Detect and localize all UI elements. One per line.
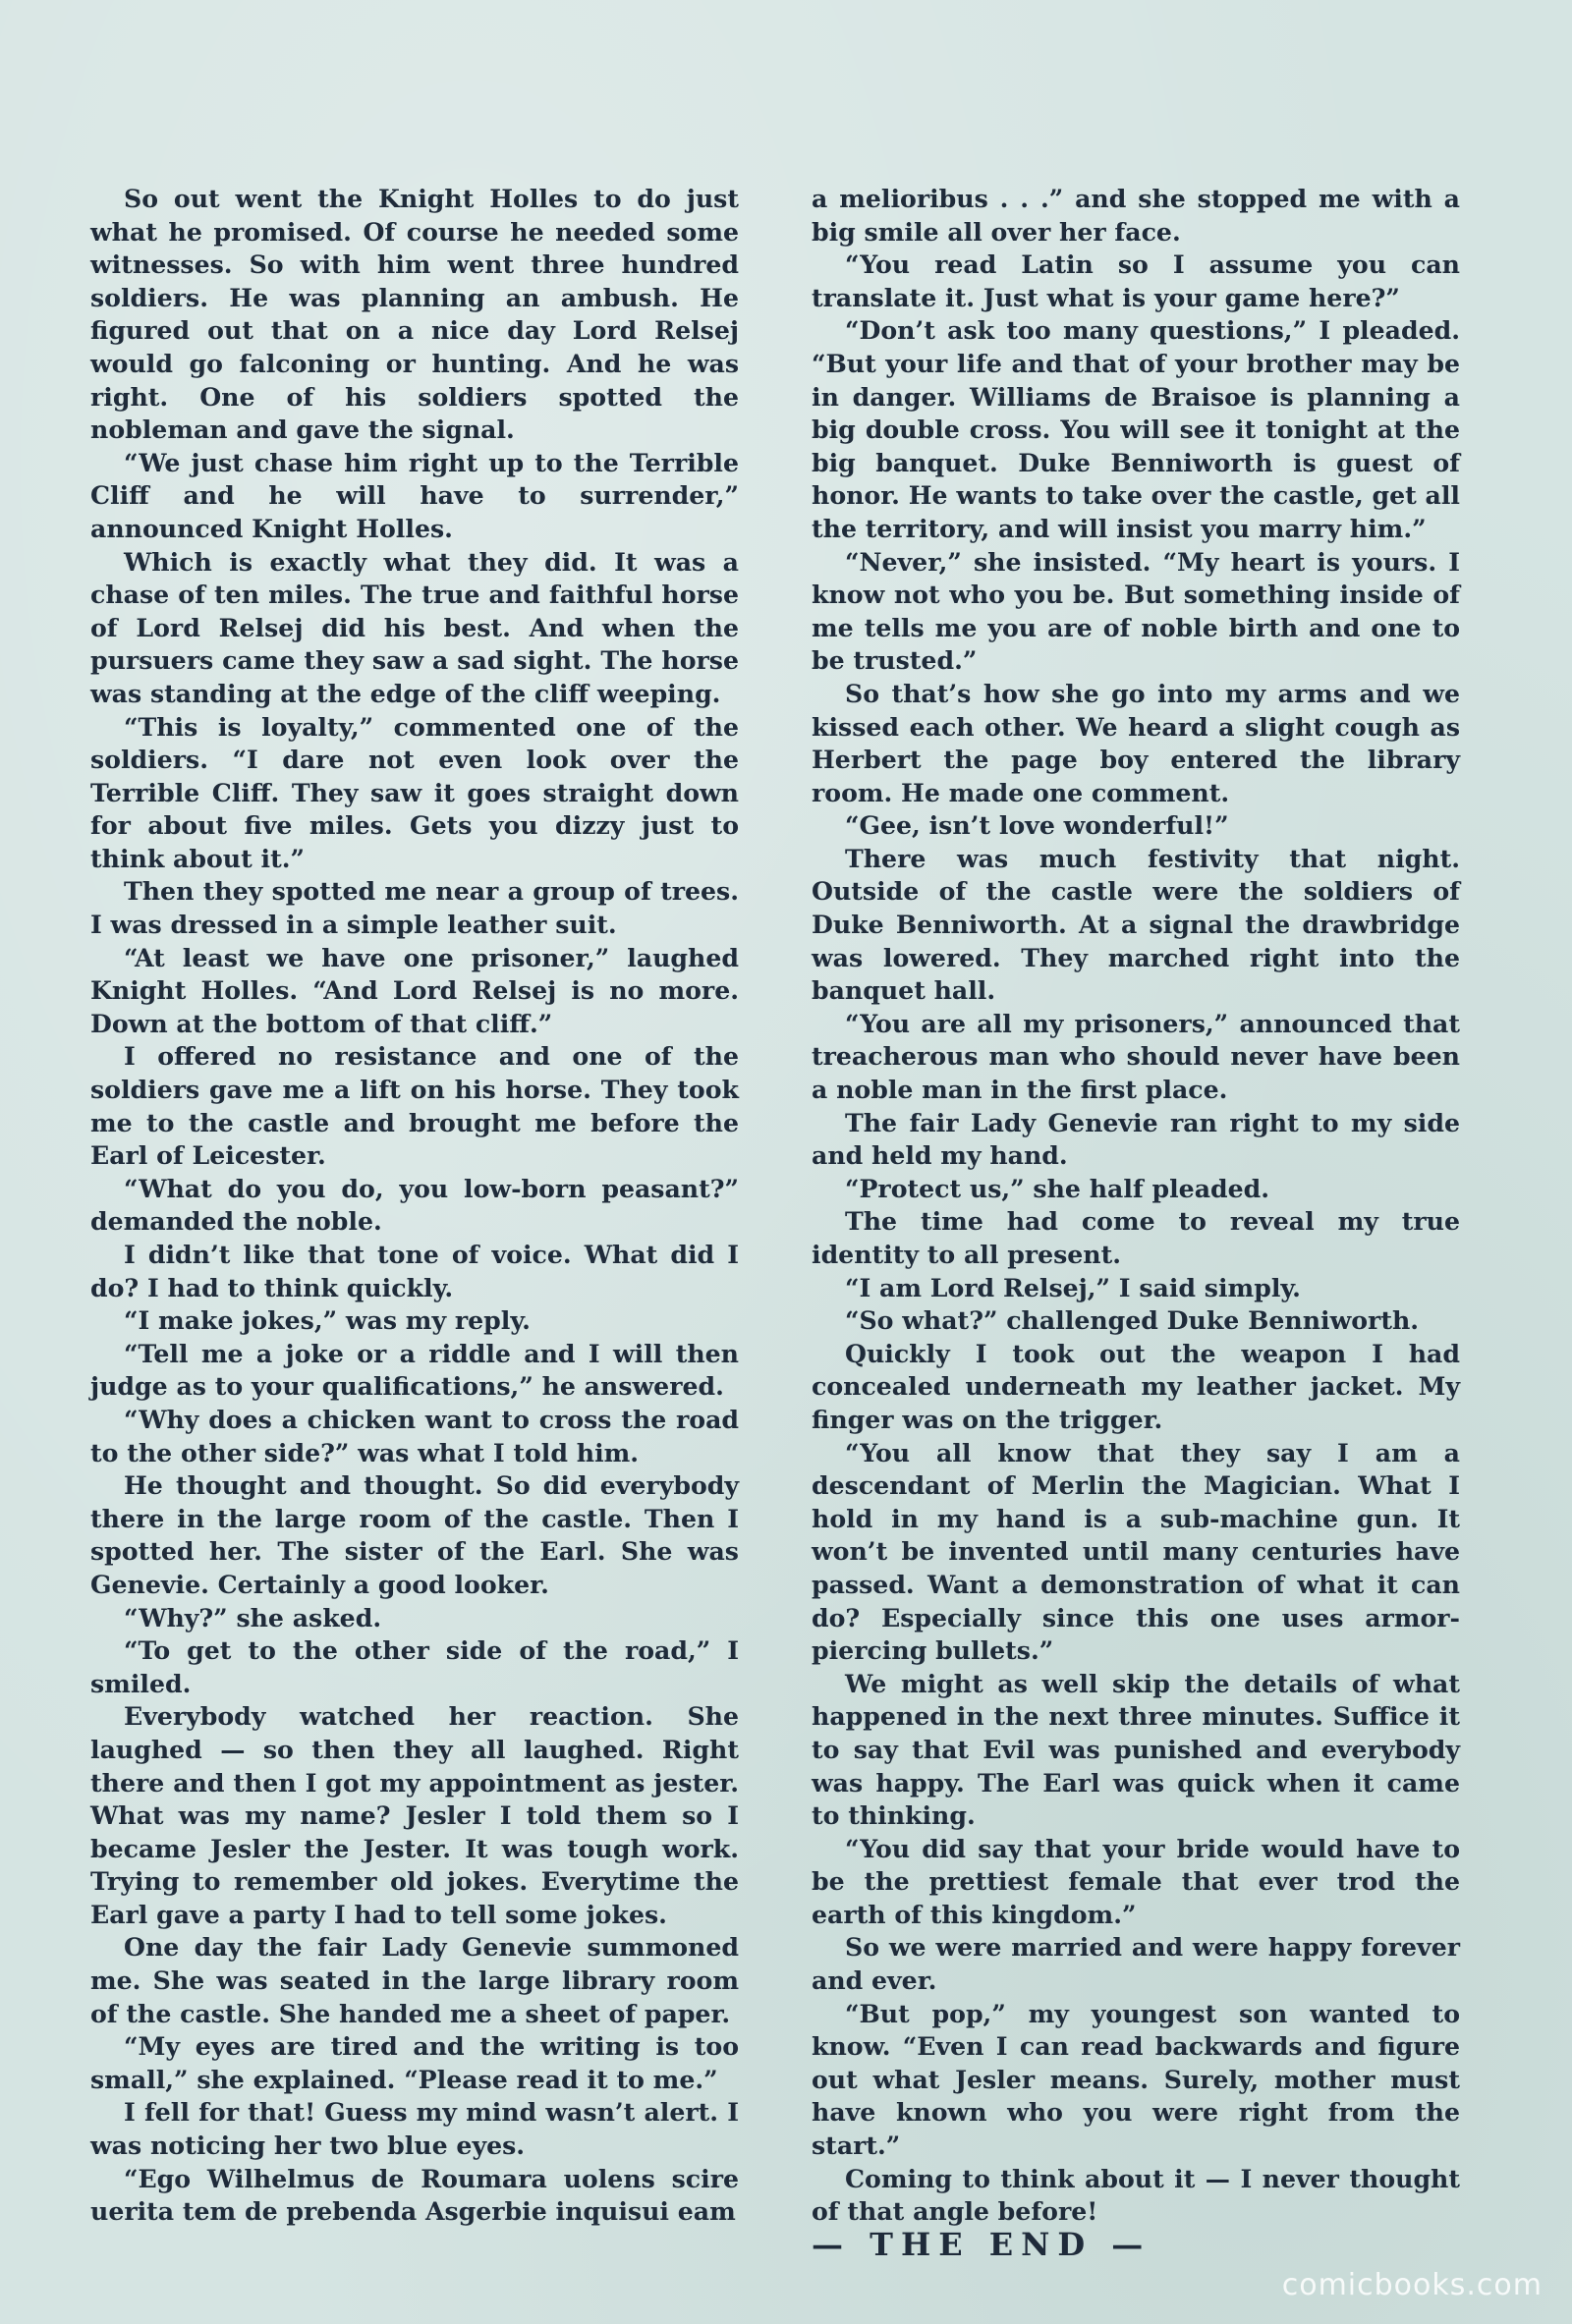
paragraph: “What do you do, you low-born peasant?” demanded the noble.: [90, 1173, 739, 1237]
right-text-column: [812, 183, 1460, 2261]
paragraph: The fair Lady Genevie ran right to my side and held my hand.: [812, 1107, 1460, 1171]
paragraph: Coming to think about it — I never thought of that angle before!: [812, 2163, 1460, 2227]
site-watermark: comicbooks.com: [1281, 2268, 1543, 2302]
paragraph: We might as well skip the details of what happened in the next three minutes. Suffice it to say that Evil was punished and everybody was happy. The Earl was quick when it came to thinking.: [812, 1668, 1460, 1831]
paragraph: “This is loyalty,” commented one of the soldiers. “I dare not even look over the Terrible Cliff. They saw it goes straight down for about five miles. Gets you dizzy just to think about it.”: [90, 711, 739, 873]
paragraph: I fell for that! Guess my mind wasn’t alert. I was noticing her two blue eyes.: [90, 2097, 739, 2161]
paragraph: “I make jokes,” was my reply.: [124, 1305, 531, 1336]
paragraph: There was much festivity that night. Outside of the castle were the soldiers of Duke Benniworth. At a signal the drawbridge was lowered. They marched right into the banquet hall.: [812, 843, 1460, 1006]
paragraph: “Protect us,” she half pleaded.: [845, 1173, 1270, 1203]
paragraph: “We just chase him right up to the Terrible Cliff and he will have to surrender,” announced Knight Holles.: [90, 447, 739, 543]
left-text-column: [90, 183, 739, 2229]
paragraph: “I am Lord Relsej,” I said simply.: [845, 1272, 1301, 1302]
paragraph: One day the fair Lady Genevie summoned me. She was seated in the large library room of the castle. She handed me a sheet of paper.: [90, 1932, 739, 2028]
paragraph: So that’s how she go into my arms and we kissed each other. We heard a slight cough as Herbert the page boy entered the library room. He made one comment.: [812, 678, 1460, 807]
paragraph: a melioribus . . .” and she stopped me with a big smile all over her face.: [812, 184, 1460, 247]
paragraph: The time had come to reveal my true identity to all present.: [812, 1206, 1460, 1269]
paragraph: “Gee, isn’t love wonderful!”: [845, 810, 1229, 841]
paragraph: “You are all my prisoners,” announced that treacherous man who should never have been a noble man in the first place.: [812, 1008, 1460, 1105]
paragraph: “Don’t ask too many questions,” I pleaded. “But your life and that of your brother may be in danger. Williams de Braisoe is planning a big double cross. You will see it tonight at the big banquet. Duke Benniworth is guest of honor. He wants to take over the castle, get all the territory, and will insist you marry him.”: [812, 315, 1460, 543]
paragraph: “My eyes are tired and the writing is too small,” she explained. “Please read it to me.”: [90, 2031, 739, 2094]
paragraph: So out went the Knight Holles to do just what he promised. Of course he needed some witnesses. So with him went three hundred soldiers. He was planning an ambush. He figured out that on a nice day Lord Relsej would go falconing or hunting. And he was right. One of his soldiers spotted the nobleman and gave the signal.: [90, 184, 739, 445]
paragraph: So we were married and were happy forever and ever.: [812, 1932, 1460, 1996]
paragraph: “Never,” she insisted. “My heart is yours. I know not who you be. But something inside of me tells me you are of noble birth and one to be trusted.”: [812, 546, 1460, 676]
paragraph: Quickly I took out the weapon I had concealed underneath my leather jacket. My finger was on the trigger.: [812, 1338, 1460, 1434]
paragraph: “Why?” she asked.: [124, 1602, 382, 1632]
paragraph: “Tell me a joke or a riddle and I will then judge as to your qualifications,” he answered.: [90, 1338, 739, 1402]
paragraph: “To get to the other side of the road,” I smiled.: [90, 1635, 739, 1698]
paragraph: “Ego Wilhelmus de Roumara uolens scire uerita tem de prebenda Asgerbie inquisui eam: [90, 2163, 739, 2227]
paragraph: “At least we have one prisoner,” laughed Knight Holles. “And Lord Relsej is no more. Down at the bottom of that cliff.”: [90, 942, 739, 1038]
paragraph: Everybody watched her reaction. She laughed — so then they all laughed. Right there and then I got my appointment as jester. What was my name? Jesler I told them so I became Jesler the Jester. It was tough work. Trying to remember old jokes. Everytime the Earl gave a party I had to tell some jokes.: [90, 1701, 739, 1929]
paragraph: “Why does a chicken want to cross the road to the other side?” was what I told him.: [90, 1404, 739, 1467]
paragraph: I offered no resistance and one of the soldiers gave me a lift on his horse. They took me to the castle and brought me before the Earl of Leicester.: [90, 1041, 739, 1171]
paragraph: “You did say that your bride would have to be the prettiest female that ever trod the earth of this kingdom.”: [812, 1833, 1460, 1929]
paragraph: “But pop,” my youngest son wanted to know. “Even I can read backwards and figure out what Jesler means. Surely, mother must have known who you were right from the start.”: [812, 1998, 1460, 2161]
paragraph: “You all know that they say I am a descendant of Merlin the Magician. What I hold in my hand is a sub-machine gun. It won’t be invented until many centuries have passed. Want a demonstration of what it can do? Especially since this one uses armor-piercing bullets.”: [812, 1437, 1460, 1666]
the-end-label: — THE END —: [812, 2225, 1151, 2263]
paragraph: I didn’t like that tone of voice. What did I do? I had to think quickly.: [90, 1240, 739, 1302]
paragraph: “So what?” challenged Duke Benniworth.: [845, 1305, 1420, 1336]
paragraph: “You read Latin so I assume you can translate it. Just what is your game here?”: [812, 249, 1460, 312]
paragraph: Which is exactly what they did. It was a chase of ten miles. The true and faithful horse of Lord Relsej did his best. And when the pursuers came they saw a sad sight. The horse was standing at the edge of the cliff weeping.: [90, 546, 739, 708]
paragraph: He thought and thought. So did everybody there in the large room of the castle. Then I spotted her. The sister of the Earl. She was Genevie. Certainly a good looker.: [90, 1470, 739, 1599]
paragraph: Then they spotted me near a group of trees. I was dressed in a simple leather suit.: [90, 876, 739, 940]
